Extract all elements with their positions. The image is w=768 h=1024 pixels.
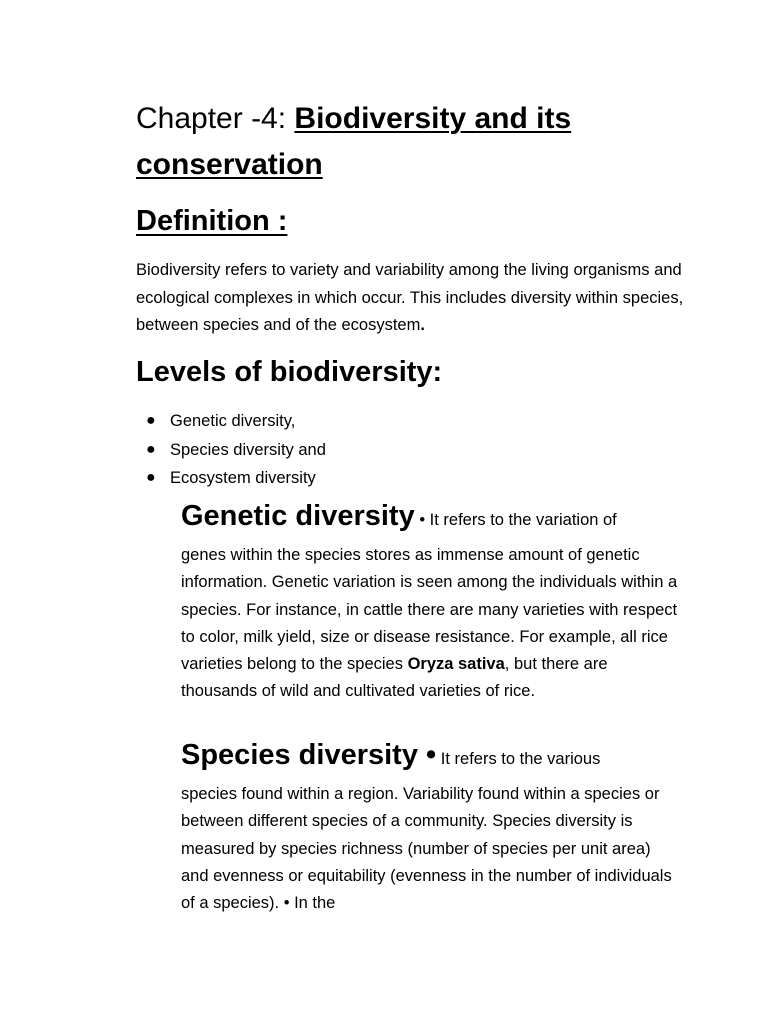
definition-end-mark: . <box>420 316 425 334</box>
list-item <box>136 436 326 465</box>
definition-text: Biodiversity refers to variety and variability among the living organisms and ecological complexes in which occur. This includes diversity within species, between species and of the ecosystem <box>136 261 684 334</box>
bullet-icon: ● <box>146 469 156 486</box>
species-lead-text: It refers to the various <box>436 750 601 768</box>
level-item-species: Species diversity and <box>170 440 326 459</box>
genetic-body-text-end: , but there are thousands of wild and cultivated varieties of rice. <box>181 655 608 701</box>
chapter-main-title: Biodiversity and its conservation <box>136 102 572 181</box>
definition-paragraph <box>136 257 696 340</box>
species-diversity-title: Species diversity <box>181 739 427 771</box>
genetic-diversity-section <box>181 497 681 706</box>
level-item-ecosystem: Ecosystem diversity <box>170 469 316 487</box>
definition-heading: Definition : <box>136 205 288 237</box>
bullet-icon: ● <box>146 412 156 429</box>
chapter-prefix: Chapter -4: <box>136 102 295 135</box>
species-first-line <box>181 733 681 781</box>
genetic-diversity-title: Genetic diversity <box>181 500 415 532</box>
genetic-lead-text: It refers to the variation of <box>425 511 617 529</box>
bullet-icon: ● <box>146 440 156 458</box>
genetic-first-line <box>181 497 681 542</box>
species-name-bold: Oryza sativa <box>407 655 505 674</box>
species-bullet: • <box>426 739 437 771</box>
level-item-genetic: Genetic diversity, <box>170 412 296 430</box>
list-item <box>136 407 326 436</box>
genetic-bullet: • <box>419 511 426 529</box>
species-diversity-section <box>181 733 681 917</box>
genetic-body-text: genes within the species stores as immense amount of genetic information. Genetic variation is seen among the individuals within a species. For instance, in cattle there are many varieties with respect to color, milk yield, size or disease resistance. For example, all rice varieties belong to the species <box>181 546 678 674</box>
levels-list <box>136 407 326 493</box>
levels-heading: Levels of biodiversity: <box>136 356 443 388</box>
chapter-title <box>136 96 696 188</box>
list-item <box>136 464 326 493</box>
species-body-text: species found within a region. Variability found within a species or between different species of a community. Species diversity is measured by species richness (number of species per unit area) and evenness or equitability (evenness in the number of individuals of a species). • In the <box>181 785 672 913</box>
